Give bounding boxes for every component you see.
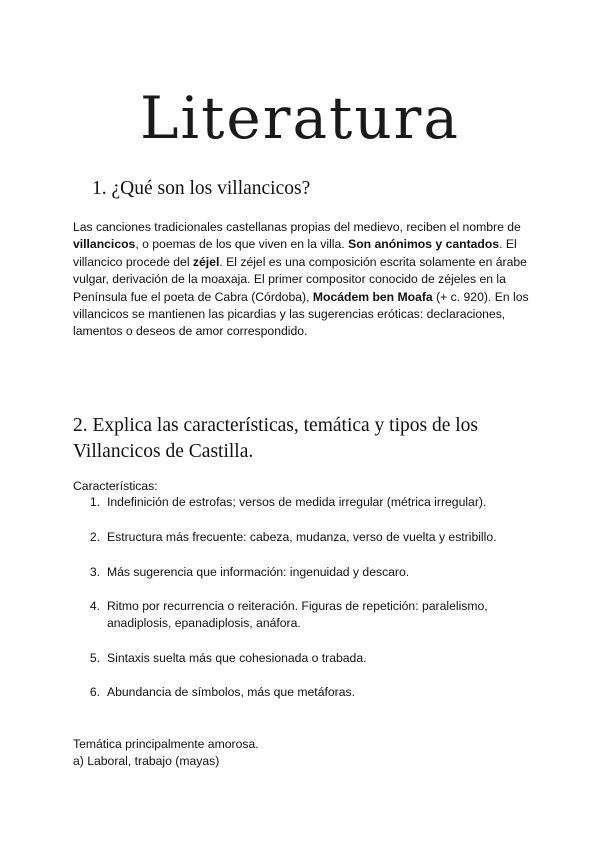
answer-1-paragraph (73, 219, 543, 341)
p1-text-5: (+ c. 920). En los villancicos se mantienen las picardias y las sugerencias eróticas: declaraciones, lamentos o deseos de amor correspondido. (73, 289, 529, 339)
p1-villancicos: villancicos (73, 237, 136, 252)
list-item-text: Estructura más frecuente: cabeza, mudanza, verso de vuelta y estribillo. (107, 530, 497, 544)
list-item (73, 684, 355, 701)
list-item-number: 5. (89, 651, 100, 665)
p1-text-2: , o poemas de los que viven en la villa. (135, 237, 349, 252)
list-item (73, 650, 367, 667)
list-item-text: Indefinición de estrofas; versos de medida irregular (métrica irregular). (107, 495, 487, 509)
list-item-text: Ritmo por recurrencia o reiteración. Figuras de repetición: paralelismo, anadiplosis, epanadiplosis, anáfora. (107, 599, 488, 631)
p1-text-1: Las canciones tradicionales castellanas propias del medievo, reciben el nombre de (73, 220, 521, 234)
list-item-text: Más sugerencia que información: ingenuidad y descaro. (107, 565, 410, 579)
list-item-number: 2. (89, 530, 100, 544)
list-item-number: 3. (89, 565, 100, 579)
p1-text-3: . El villancico procede del (73, 237, 517, 269)
tipo-a-item: a) Laboral, trabajo (mayas) (73, 754, 220, 769)
list-item-text: Sintaxis suelta más que cohesionada o trabada. (107, 651, 367, 665)
list-item-number: 6. (89, 685, 100, 699)
tematica-section (73, 736, 259, 771)
list-item-number: 4. (89, 599, 100, 613)
list-item (73, 598, 543, 633)
question-2-heading: 2. Explica las características, temática y tipos de los Villancicos de Castilla. (73, 415, 479, 462)
p1-zejel: zéjel (192, 254, 220, 269)
list-item (73, 494, 486, 511)
p1-text-4: . El zéjel es una composición escrita solamente en árabe vulgar, derivación de la moaxaja. El primer compositor conocido de zéjeles en la Península fue el poeta de Cabra (Córdoba), (73, 254, 527, 304)
question-1-heading: 1. ¿Qué son los villancicos? (92, 178, 311, 199)
list-item (73, 564, 409, 581)
page-title: Literatura (140, 84, 460, 152)
tematica-heading: Temática principalmente amorosa. (73, 737, 259, 751)
caracteristicas-label: Características: (73, 479, 158, 493)
p1-anonimos: Son anónimos y cantados (348, 237, 500, 252)
p1-mocadem: Mocádem ben Moafa (312, 289, 433, 304)
list-item (73, 529, 497, 546)
list-item-number: 1. (89, 495, 100, 509)
list-item-text: Abundancia de símbolos, más que metáforas. (107, 685, 355, 699)
